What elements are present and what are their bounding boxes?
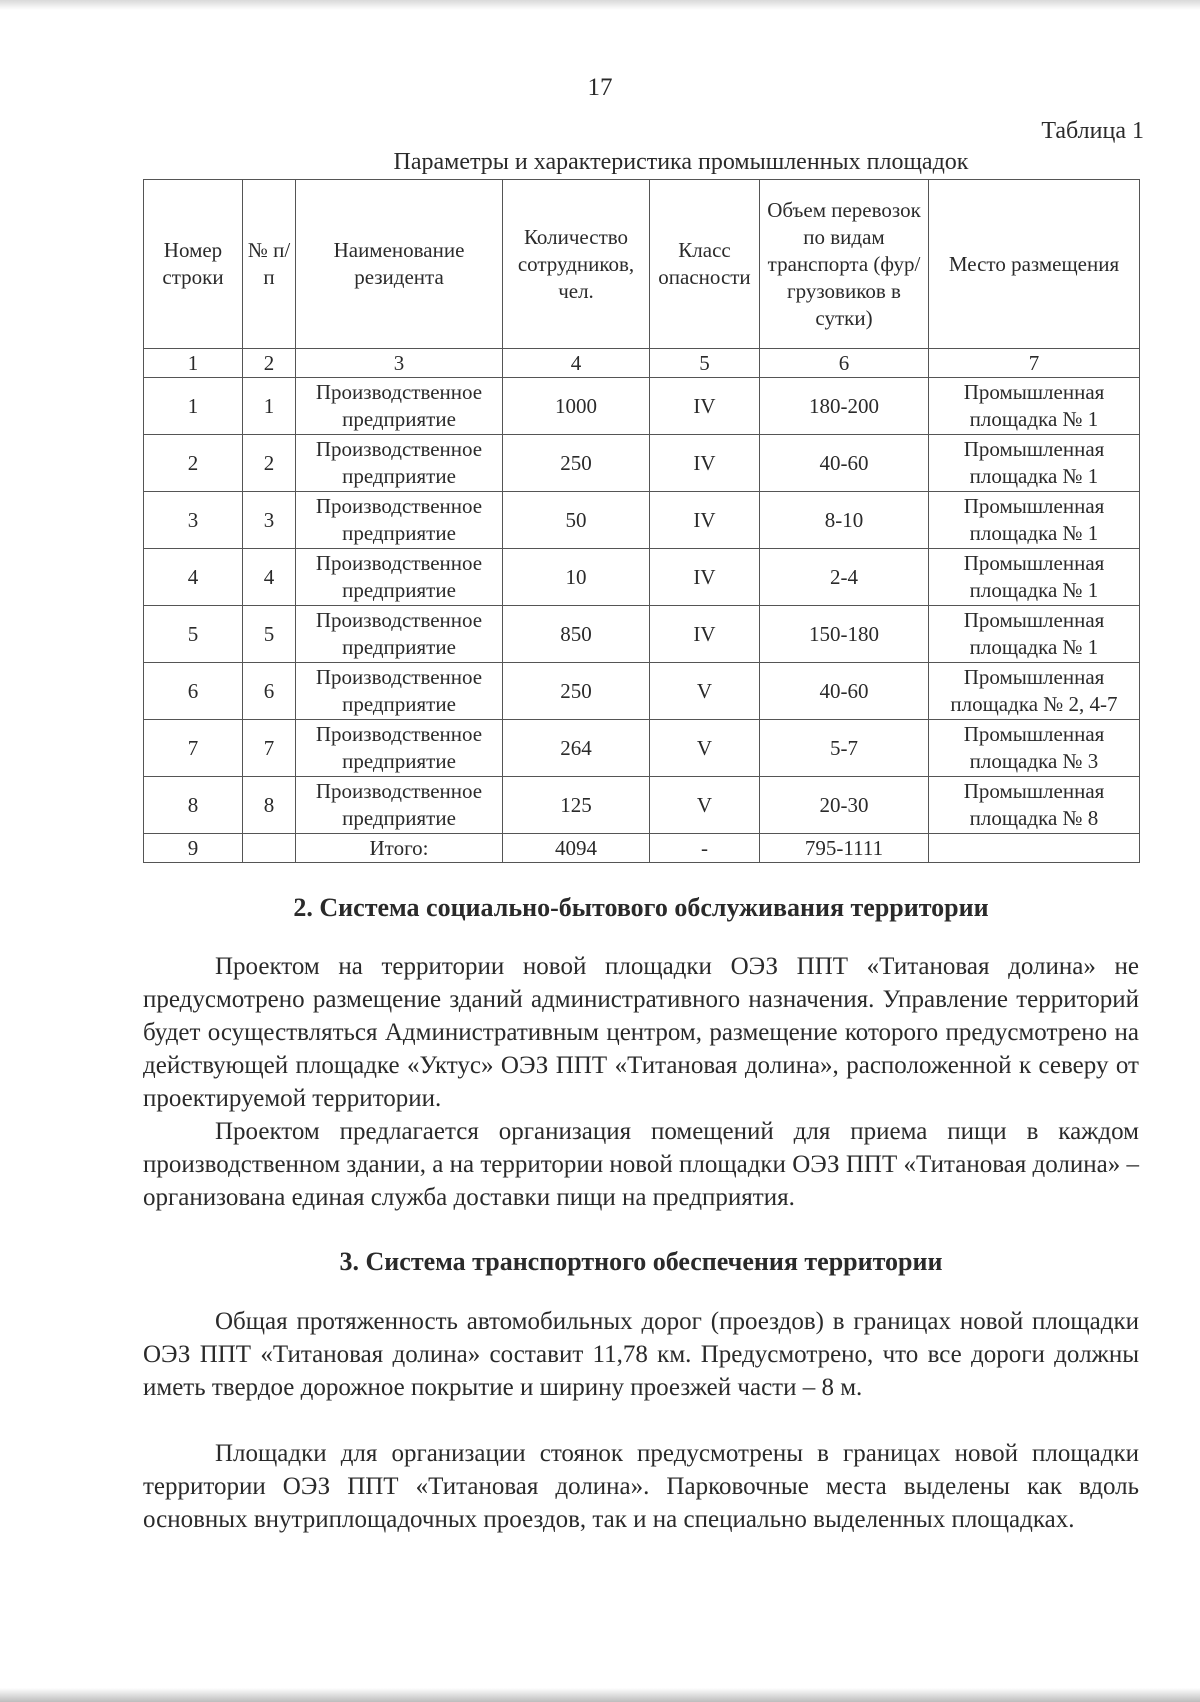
- table-cell: 7: [144, 720, 243, 777]
- table-cell: Производственное предприятие: [296, 492, 503, 549]
- table-cell: 850: [503, 606, 650, 663]
- column-number: 4: [503, 349, 650, 378]
- table-cell: IV: [650, 492, 760, 549]
- section-3-paragraph-1: Общая протяженность автомобильных дорог (проездов) в границах новой площадки ОЭЗ ППТ «Титановая долина» составит 11,78 км. Предусмотрено, что все дороги должны иметь твердое дорожное покрытие и ширину проезжей части – 8 м.: [143, 1308, 1139, 1401]
- total-cell: 795-1111: [760, 834, 929, 863]
- table-cell: V: [650, 720, 760, 777]
- table-cell: Промышленная площадка № 1: [929, 435, 1140, 492]
- table-cell: 150-180: [760, 606, 929, 663]
- table-cell: Промышленная площадка № 3: [929, 720, 1140, 777]
- header-cell: Количество сотрудников, чел.: [503, 180, 650, 349]
- total-cell: [929, 834, 1140, 863]
- table-cell: Промышленная площадка № 1: [929, 606, 1140, 663]
- table-cell: 250: [503, 435, 650, 492]
- table-row: [144, 606, 1140, 663]
- total-cell: [243, 834, 296, 863]
- section-2-heading: 2. Система социально-бытового обслуживания территории: [293, 893, 989, 922]
- table-cell: Производственное предприятие: [296, 549, 503, 606]
- table-cell: 5: [243, 606, 296, 663]
- table-label: Таблица 1: [1041, 118, 1144, 144]
- table-cell: Производственное предприятие: [296, 663, 503, 720]
- total-cell: Итого:: [296, 834, 503, 863]
- column-number: 6: [760, 349, 929, 378]
- table-cell: Производственное предприятие: [296, 378, 503, 435]
- table-cell: 1: [144, 378, 243, 435]
- section-3-paragraph-2: Площадки для организации стоянок предусмотрены в границах новой площадки территории ОЭЗ ППТ «Титановая долина». Парковочные места выделены как вдоль основных внутриплощадочных проездов, так и на специально выделенных площадках.: [143, 1440, 1139, 1533]
- table-title: [0, 149, 1200, 176]
- header-cell: Номер строки: [144, 180, 243, 349]
- table-cell: 1: [243, 378, 296, 435]
- table-cell: 40-60: [760, 663, 929, 720]
- table-cell: Промышленная площадка № 1: [929, 378, 1140, 435]
- table-cell: Промышленная площадка № 1: [929, 549, 1140, 606]
- table-cell: Производственное предприятие: [296, 720, 503, 777]
- section-2-paragraph-2: Проектом предлагается организация помещений для приема пищи в каждом производственном здании, а на территории новой площадки ОЭЗ ППТ «Титановая долина» – организована единая служба доставки пищи на предприятия.: [143, 1118, 1139, 1211]
- table-cell: 8-10: [760, 492, 929, 549]
- total-cell: 4094: [503, 834, 650, 863]
- header-cell: Класс опасности: [650, 180, 760, 349]
- table-cell: 4: [243, 549, 296, 606]
- page-number: 17: [587, 74, 613, 101]
- table-title-text: Параметры и характеристика промышленных площадок: [393, 149, 969, 175]
- column-number: 1: [144, 349, 243, 378]
- parameters-table: [143, 179, 1140, 863]
- table-cell: 3: [144, 492, 243, 549]
- table-row: [144, 549, 1140, 606]
- table-cell: 50: [503, 492, 650, 549]
- table-cell: 2: [243, 435, 296, 492]
- table-cell: 4: [144, 549, 243, 606]
- table-cell: Производственное предприятие: [296, 606, 503, 663]
- table-cell: 6: [243, 663, 296, 720]
- table-cell: Производственное предприятие: [296, 777, 503, 834]
- header-cell: Место размещения: [929, 180, 1140, 349]
- table-cell: Производственное предприятие: [296, 435, 503, 492]
- table-cell: 8: [243, 777, 296, 834]
- scan-edge-bottom: [0, 1688, 1200, 1702]
- table-cell: 180-200: [760, 378, 929, 435]
- table-cell: 40-60: [760, 435, 929, 492]
- table-cell: 20-30: [760, 777, 929, 834]
- table-cell: 250: [503, 663, 650, 720]
- header-row: [144, 180, 1140, 349]
- total-row: [144, 834, 1140, 863]
- table-cell: 3: [243, 492, 296, 549]
- table-cell: 8: [144, 777, 243, 834]
- table-row: [144, 720, 1140, 777]
- table-cell: 2: [144, 435, 243, 492]
- table-cell: 5: [144, 606, 243, 663]
- table-cell: 5-7: [760, 720, 929, 777]
- table-cell: 6: [144, 663, 243, 720]
- table-row: [144, 378, 1140, 435]
- table-row: [144, 777, 1140, 834]
- table-cell: V: [650, 777, 760, 834]
- header-cell: № п/п: [243, 180, 296, 349]
- column-number: 3: [296, 349, 503, 378]
- table-cell: Промышленная площадка № 8: [929, 777, 1140, 834]
- column-number: 7: [929, 349, 1140, 378]
- table-cell: 7: [243, 720, 296, 777]
- table-cell: IV: [650, 378, 760, 435]
- table-cell: 1000: [503, 378, 650, 435]
- table-row: [144, 663, 1140, 720]
- total-cell: 9: [144, 834, 243, 863]
- section-3-heading: 3. Система транспортного обеспечения территории: [339, 1247, 943, 1276]
- total-cell: -: [650, 834, 760, 863]
- table-cell: 264: [503, 720, 650, 777]
- column-number: 5: [650, 349, 760, 378]
- table-cell: IV: [650, 549, 760, 606]
- table-cell: V: [650, 663, 760, 720]
- header-cell: Наименование резидента: [296, 180, 503, 349]
- table-cell: Промышленная площадка № 1: [929, 492, 1140, 549]
- scan-edge-top: [0, 0, 1200, 10]
- table-cell: 2-4: [760, 549, 929, 606]
- column-number: 2: [243, 349, 296, 378]
- table-row: [144, 435, 1140, 492]
- header-cell: Объем перевозок по видам транспорта (фур/грузовиков в сутки): [760, 180, 929, 349]
- table-row: [144, 492, 1140, 549]
- column-number-row: [144, 349, 1140, 378]
- table-cell: IV: [650, 435, 760, 492]
- section-2-paragraph-1: Проектом на территории новой площадки ОЭЗ ППТ «Титановая долина» не предусмотрено размещение зданий административного назначения. Управление территорий будет осуществляться Административным центром, размещение которого предусмотрено на действующей площадке «Уктус» ОЭЗ ППТ «Титановая долина», расположенной к северу от проектируемой территории.: [143, 953, 1139, 1112]
- table-cell: Промышленная площадка № 2, 4-7: [929, 663, 1140, 720]
- table-cell: IV: [650, 606, 760, 663]
- table-cell: 10: [503, 549, 650, 606]
- table-cell: 125: [503, 777, 650, 834]
